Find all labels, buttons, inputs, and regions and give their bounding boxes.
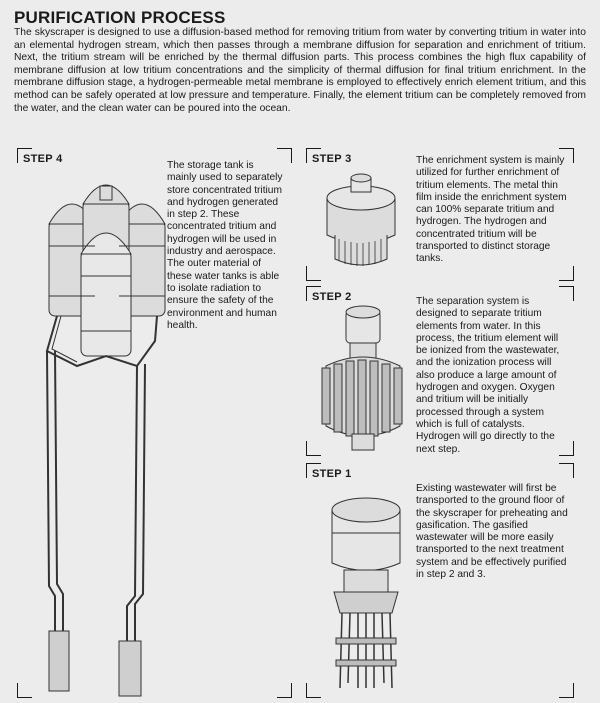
frame-corner — [306, 266, 321, 281]
enrichment-system-illustration — [321, 173, 401, 273]
step4-label: STEP 4 — [23, 153, 63, 165]
preheating-system-illustration — [326, 488, 406, 693]
step3-description: The enrichment system is mainly utilized for further enrichment of tritium elements. The metal thin film inside the enrichment system can 100% separate tritium and hydrogen. The hydrogen and concentrated tritium will be transported to distinct storage tanks. — [416, 155, 567, 265]
step4-description: The storage tank is mainly used to separately store concentrated tritium and hydrogen generated in step 2. These concentrated tritium and hydrogen will be used in industry and aerospace. The outer material of these water tanks is able to isolate radiation to ensure the safety of the environment and human health. — [167, 160, 283, 331]
frame-corner — [559, 266, 574, 281]
step4-panel — [17, 148, 292, 698]
step2-label: STEP 2 — [312, 291, 352, 303]
page-title: PURIFICATION PROCESS — [14, 8, 226, 27]
frame-corner — [277, 683, 292, 698]
step3-label: STEP 3 — [312, 153, 352, 165]
frame-corner — [306, 683, 321, 698]
intro-paragraph: The skyscraper is designed to use a diffusion-based method for removing tritium from water by converting tritium in water into an elemental hydrogen stream, which then passes through a membrane diffusion for separation and enrichment of tritium. Next, the tritium stream will be enriched by the thermal diffusion parts. This process combines the high flux capability of membrane diffusion at low tritium concentrations and the simplicity of thermal diffusion for final tritium enrichment. In the membrane diffusion stage, a hydrogen-permeable metal membrane is employed to effectively enrich element tritium, and this method can be safely operated at low pressure and temperature. Finally, the element tritium can be completely removed from the water, and the clean water can be poured into the ocean. — [14, 27, 586, 114]
step2-description: The separation system is designed to separate tritium elements from water. In this process, the tritium element will be ionized from the wastewater, and the ionization process will also produce a large amount of hydrogen and oxygen. Oxygen and tritium will be initially processed through a system which is full of catalysts. Hydrogen will go directly to the next step. — [416, 296, 560, 455]
step2-panel — [306, 286, 574, 456]
step3-panel — [306, 148, 574, 281]
step1-label: STEP 1 — [312, 468, 352, 480]
frame-corner — [559, 463, 574, 478]
step1-description: Existing wastewater will first be transported to the ground floor of the skyscraper for preheating and gasification. The gasified wastewater will be more easily transported to the next treatment system and be effectively purified in step 2 and 3. — [416, 483, 568, 581]
storage-tank-illustration — [27, 166, 177, 696]
separation-system-illustration — [318, 306, 408, 454]
step1-panel — [306, 463, 574, 698]
frame-corner — [559, 683, 574, 698]
